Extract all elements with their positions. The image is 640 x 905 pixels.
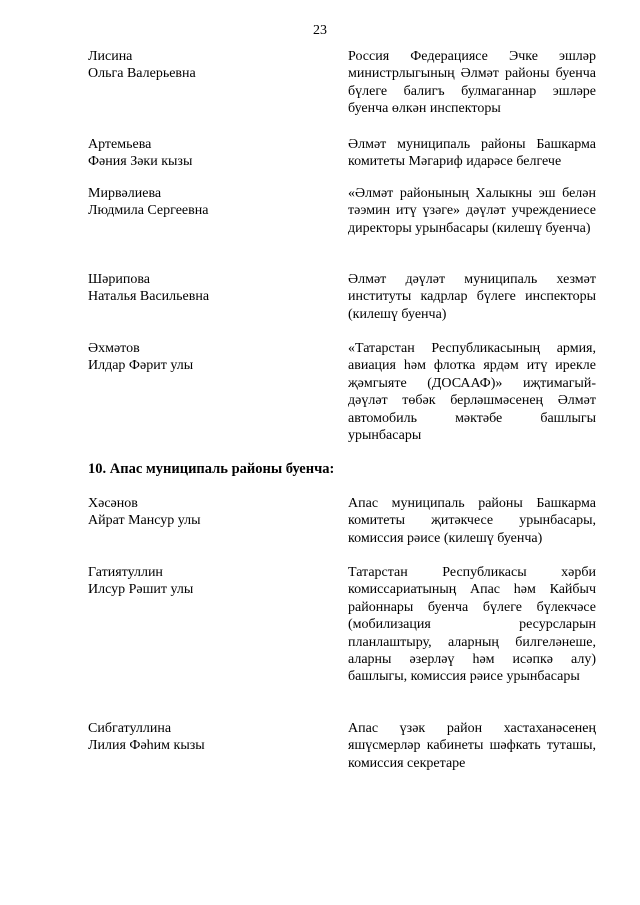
member-surname: Лисина — [88, 49, 133, 64]
member-name — [88, 271, 308, 305]
member-given-name: Илдар Фәрит улы — [88, 358, 194, 373]
member-position: Россия Федерациясе Эчке эшләр министрлыгының Әлмәт районы буенча бүлеге балигъ булмаганнар эшләре буенча өлкән инспекторы — [348, 49, 596, 117]
member-position: Апас үзәк район хастаханәсенең яшүсмерләр кабинеты шәфкать туташы, комиссия секретаре — [348, 721, 596, 771]
member-name — [88, 48, 308, 82]
member-name — [88, 340, 308, 374]
member-surname: Шәрипова — [88, 272, 150, 287]
member-name — [88, 720, 308, 754]
member-position: «Әлмәт районының Халыкны эш белән тәэмин итү үзәге» дәүләт учреждениесе директоры урынбасары (килешү буенча) — [348, 186, 596, 236]
member-surname: Артемьева — [88, 137, 152, 152]
member-given-name: Илсур Рәшит улы — [88, 582, 194, 597]
member-given-name: Айрат Мансур улы — [88, 513, 201, 528]
member-surname: Сибгатуллина — [88, 721, 172, 736]
member-given-name: Наталья Васильевна — [88, 289, 210, 304]
section-heading: 10. Апас муниципаль районы буенча: — [88, 461, 335, 477]
member-given-name: Фәния Зәки кызы — [88, 154, 193, 169]
member-surname: Хәсәнов — [88, 496, 138, 511]
member-name — [88, 185, 308, 219]
member-given-name: Ольга Валерьевна — [88, 66, 196, 81]
member-position: Апас муниципаль районы Башкарма комитеты җитәкчесе урынбасары, комиссия рәисе (килешү буенча) — [348, 496, 596, 546]
member-name — [88, 564, 308, 598]
member-position: Татарстан Республикасы хәрби комиссариатының Апас һәм Кайбыч районнары буенча бүлеге бүлекчәсе (мобилизация ресурсларын планлаштыру, аларның билгеләнеше, аларны әзерләү һәм исәпкә алу) башлыгы, комиссия рәисе урынбасары — [348, 565, 596, 685]
member-position: Әлмәт муниципаль районы Башкарма комитеты Мәгариф идарәсе белгече — [348, 137, 596, 170]
member-surname: Мирвәлиева — [88, 186, 162, 201]
member-given-name: Людмила Сергеевна — [88, 203, 209, 218]
member-position: «Татарстан Республикасының армия, авиация һәм флотка ярдәм итү ирекле җәмгыяте (ДОСААФ)» иҗтимагый-дәүләт төбәк берләшмәсенең Әлмәт автомобиль мәктәбе башлыгы урынбасары — [348, 341, 596, 444]
member-given-name: Лилия Фәһим кызы — [88, 738, 205, 753]
member-name — [88, 495, 308, 529]
member-surname: Гатиятуллин — [88, 565, 163, 580]
member-surname: Әхмәтов — [88, 341, 140, 356]
page-number: 23 — [313, 23, 327, 38]
member-name — [88, 136, 308, 170]
member-position: Әлмәт дәүләт муниципаль хезмәт институты кадрлар бүлеге инспекторы (килешү буенча) — [348, 272, 596, 322]
